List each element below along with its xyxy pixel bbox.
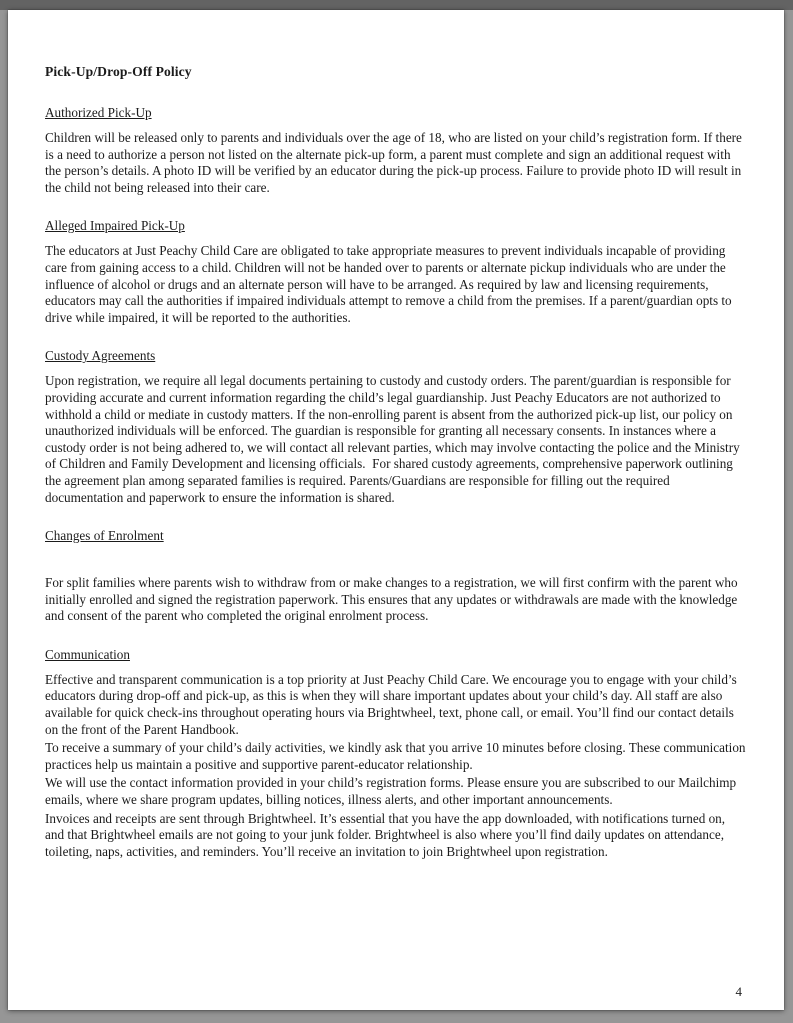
section-paragraph: For split families where parents wish to withdraw from or make changes to a registration, we will first confirm with the parent who initially enrolled and signed the registration paperwork. This ensures that any updates or withdrawals are made with the knowledge and consent of the parent who completed the original enrolment process. [45,575,741,624]
section-custody-agreements [45,348,747,506]
section-paragraph: Children will be released only to parents and individuals over the age of 18, who are listed on your child’s registration form. If there is a need to authorize a person not listed on the alternate pick-up form, a parent must complete and sign an additional request with the person’s details. A photo ID will be verified by an educator during the pick-up process. Failure to provide photo ID will result in the child not being released into their care. [45,130,746,195]
section-changes-of-enrolment [45,528,747,625]
section-communication [45,647,747,861]
section-paragraph: Effective and transparent communication is a top priority at Just Peachy Child Care. We encourage you to engage with your child’s educators during drop-off and pick-up, as this is when they will share important updates about your child’s day. All staff are also available for quick check-ins throughout operating hours via Brightwheel, text, phone call, or email. You’ll find our contact details on the front of the Parent Handbook. [45,671,741,737]
section-paragraph: Upon registration, we require all legal documents pertaining to custody and custody orders. The parent/guardian is responsible for providing accurate and current information regarding the child’s legal guardianship. Just Peachy Educators are not authorized to withhold a child or mediate in custody matters. If the non-enrolling parent is absent from the authorized pick-up list, our policy on unauthorized individuals will be enforced. The guardian is responsible for granting all necessary consents. In instances where a custody order is not being adhered to, we will contact all relevant parties, which may involve contacting the police and the Ministry of Children and Family Development and licensing officials. For shared custody agreements, comprehensive paperwork outlining the agreement plan among separated families is required. Parents/Guardians are responsible for filling out the required documentation and paperwork to ensure the information is shared. [45,373,744,505]
section-alleged-impaired-pick-up [45,218,747,326]
page-title: Pick-Up/Drop-Off Policy [45,64,192,79]
section-paragraph: Invoices and receipts are sent through Brightwheel. It’s essential that you have the app downloaded, with notifications turned on, and that Brightwheel emails are not going to your junk folder. Brightwheel is also where you’ll find daily updates on attendance, toileting, naps, activities, and reminders. You’ll receive an invitation to join Brightwheel upon registration. [45,810,729,859]
section-authorized-pick-up [45,105,747,196]
document-page [8,10,784,1010]
section-heading: Communication [45,646,130,662]
section-paragraph: To receive a summary of your child’s daily activities, we kindly ask that you arrive 10 minutes before closing. These communication practices help us maintain a positive and supportive parent-educator relationship. [45,740,749,772]
page-number: 4 [735,984,742,999]
section-paragraph: We will use the contact information provided in your child’s registration forms. Please ensure you are subscribed to our Mailchimp emails, where we share program updates, billing notices, illness alerts, and other important announcements. [45,775,740,808]
section-heading: Authorized Pick-Up [45,105,152,120]
section-heading: Changes of Enrolment [45,528,164,544]
section-heading: Alleged Impaired Pick-Up [45,218,185,234]
section-paragraph: The educators at Just Peachy Child Care are obligated to take appropriate measures to prevent individuals incapable of providing care from gaining access to a child. Children will not be handed over to parents or alternate pickup individuals who are under the influence of alcohol or drugs and an alternate person will have to be arranged. As required by law and licensing requirements, educators may call the authorities if impaired individuals attempt to remove a child from the premises. If a parent/guardian opts to drive while impaired, it will be reported to the authorities. [45,243,735,325]
section-heading: Custody Agreements [45,348,156,364]
